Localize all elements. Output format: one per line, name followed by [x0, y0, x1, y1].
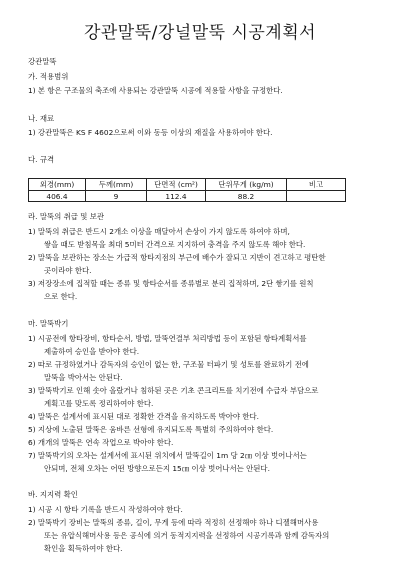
- spec-header-row: [29, 179, 346, 191]
- section-heading-capacity: 바. 지지력 확인: [28, 490, 78, 499]
- driving-line: 3) 말뚝박기로 인해 솟아 올랐거나 침하된 곳은 기초 콘크리트를 치기전에 수급자 부담으로: [28, 386, 319, 395]
- material-line: 1) 강관말뚝은 KS F 4602으로써 이와 동등 이상의 재질을 사용하여야 한다.: [28, 128, 273, 137]
- spec-table: [28, 178, 346, 202]
- spec-cell: [287, 191, 346, 202]
- spec-header-cell: 비고: [287, 179, 346, 191]
- driving-line: 6) 개개의 말뚝은 연속 작업으로 박아야 한다.: [28, 438, 174, 447]
- capacity-line: 확인을 획득하여야 한다.: [44, 544, 123, 553]
- handling-line: 1) 말뚝의 취급은 반드시 2개소 이상을 매달아서 손상이 가지 않도록 하여야 하며,: [28, 227, 290, 236]
- driving-line: 1) 시공전에 항타장비, 항타순서, 방법, 말뚝연결부 처리방법 등이 포함된 항타계획서를: [28, 334, 307, 343]
- section-heading: 강관말뚝: [28, 57, 57, 66]
- section-heading-scope: 가. 적용범위: [28, 72, 69, 81]
- section-heading-material: 나. 재료: [28, 114, 55, 123]
- spec-data-row: [29, 191, 346, 202]
- handling-line: 3) 저장장소에 집적할 때는 종류 및 항타순서를 종류별로 분리 집적하며, 2단 쌓기를 원칙: [28, 279, 314, 288]
- driving-line: 2) 따로 규정하였거나 감독자의 승인이 없는 한, 구조물 터파기 및 성토를 완료하기 전에: [28, 360, 309, 369]
- capacity-line: 또는 유압식해머사용 등은 공식에 의거 동적지지력을 선정하여 시공기록과 함께 감독자의: [44, 531, 330, 540]
- driving-line: 계획고를 맞도록 정리하여야 한다.: [44, 399, 154, 408]
- handling-line: 곳이라야 한다.: [44, 266, 92, 275]
- spec-cell: 88.2: [206, 191, 287, 202]
- driving-line: 7) 말뚝박기의 오차는 설계서에 표시된 위치에서 말뚝길이 1m 당 2㎝ 이상 벗어나서는: [28, 451, 307, 460]
- driving-line: 4) 말뚝은 설계서에 표시된 대로 정확한 간격을 유지하도록 박아야 한다.: [28, 412, 259, 421]
- spec-header-cell: 단면적 (cm²): [147, 179, 206, 191]
- section-heading-spec: 다. 규격: [28, 155, 55, 164]
- handling-line: 으로 한다.: [44, 292, 78, 301]
- driving-line: 5) 지상에 노출된 말뚝은 움바른 선형에 유지되도록 특별히 주의하여야 한다.: [28, 425, 274, 434]
- capacity-line: 1) 시공 시 항타 기록을 반드시 작성하여야 한다.: [28, 505, 183, 514]
- driving-line: 말뚝을 박아서는 안된다.: [44, 373, 123, 382]
- spec-header-cell: 외경(mm): [29, 179, 86, 191]
- section-heading-handling: 라. 말뚝의 취급 및 보관: [28, 212, 105, 221]
- spec-cell: 9: [86, 191, 147, 202]
- handling-line: 2) 말뚝을 보관하는 장소는 가급적 항타지점의 부근에 배수가 잘되고 지반이 견고하고 평탄한: [28, 253, 326, 262]
- driving-line: 안되며, 전체 오차는 어떤 방향으로든지 15㎝ 이상 벗어나서는 안된다.: [44, 464, 270, 473]
- spec-cell: 112.4: [147, 191, 206, 202]
- scope-line: 1) 본 항은 구조물의 축조에 사용되는 강관말뚝 시공에 적용할 사항을 규정한다.: [28, 86, 283, 95]
- section-heading-driving: 마. 말뚝박기: [28, 319, 69, 328]
- spec-header-cell: 두께(mm): [86, 179, 147, 191]
- spec-cell: 406.4: [29, 191, 86, 202]
- capacity-line: 2) 말뚝박기 장비는 말뚝의 종류, 길이, 무게 등에 따라 적정히 선정해야 하나 디젤해머사용: [28, 518, 319, 527]
- driving-line: 제출하여 승인을 받아야 한다.: [44, 347, 140, 356]
- page-title: 강관말뚝/강널말뚝 시공계획서: [83, 23, 317, 43]
- handling-line: 쌓을 때도 받침목을 최대 5미터 간격으로 지지하여 충격을 주지 않도록 해야 한다.: [44, 240, 306, 249]
- spec-header-cell: 단위무게 (kg/m): [206, 179, 287, 191]
